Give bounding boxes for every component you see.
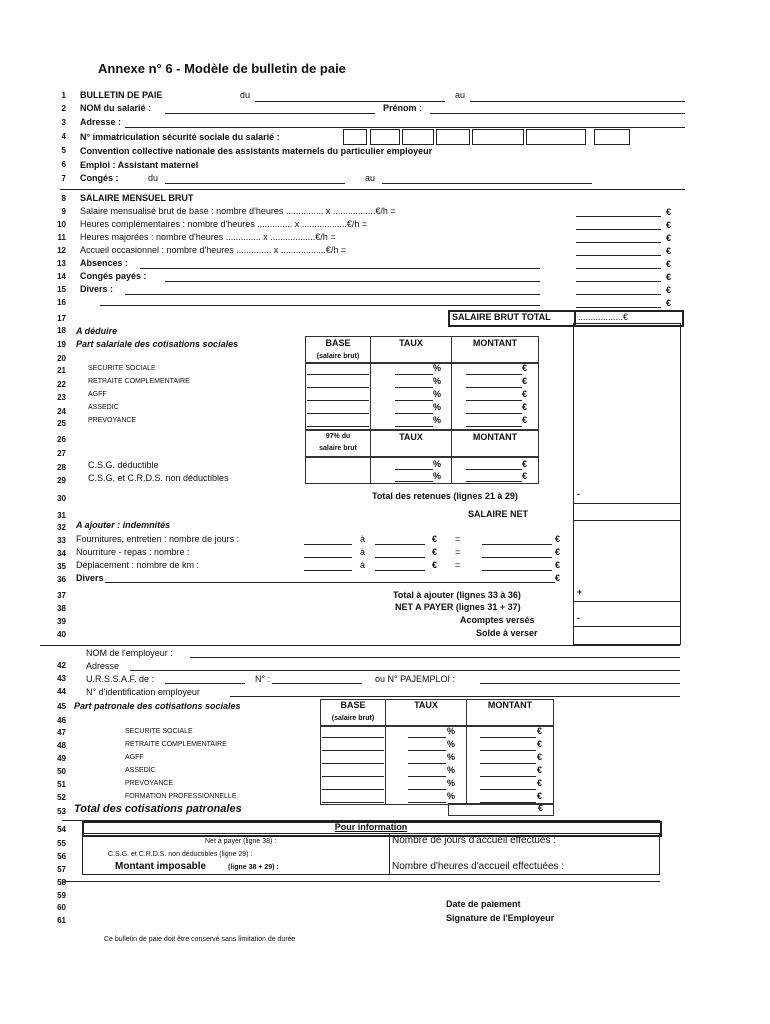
absences-label: Absences :: [80, 258, 129, 268]
plus-sign: +: [577, 587, 583, 597]
line-number: 60: [57, 903, 66, 912]
line-number: 57: [57, 865, 66, 874]
line-number: 45: [57, 702, 66, 711]
info-taxable-label: Montant imposable: [115, 861, 207, 872]
net-pay-label: NET A PAYER (lignes 31 + 37): [395, 602, 521, 612]
line-number: 39: [57, 617, 66, 626]
percent-sign: %: [433, 459, 442, 469]
section-divider: [60, 189, 685, 190]
ss-digit-box[interactable]: [526, 129, 586, 145]
pajemploi-label: ou N° PAJEMPLOI :: [375, 674, 455, 684]
amount-field[interactable]: [480, 776, 536, 777]
euro-sign: €: [522, 471, 528, 481]
qty-field[interactable]: [304, 544, 352, 545]
emp2-base-sub: (salaire brut): [331, 715, 375, 722]
percent-sign: %: [447, 739, 456, 749]
qty-field[interactable]: [304, 570, 352, 571]
occasional-line: Accueil occasionnel : nombre d'heures .............. x ..................€/h =: [80, 245, 347, 255]
leave-from-label: du: [148, 173, 159, 183]
amount-field[interactable]: [576, 255, 661, 256]
line-number: 15: [57, 285, 66, 294]
info-days-label: Nombre de jours d'accueil effectués :: [392, 835, 557, 846]
section-divider-2: [40, 645, 680, 646]
euro-sign: €: [555, 573, 561, 583]
line-number: 50: [57, 767, 66, 776]
line-number: 51: [57, 780, 66, 789]
line-number: 42: [57, 661, 66, 670]
euro-sign: €: [522, 389, 528, 399]
euro-sign: €: [666, 246, 672, 256]
rate-field[interactable]: [395, 481, 433, 482]
euro-sign: €: [537, 765, 543, 775]
net-salary-field[interactable]: [573, 520, 680, 521]
line-number: 1: [61, 91, 66, 100]
amount-field[interactable]: [576, 281, 661, 282]
euro-sign: €: [522, 402, 528, 412]
line-number: 23: [57, 393, 66, 402]
page-title: Annexe n° 6 - Modèle de bulletin de paie: [98, 61, 346, 76]
base-field[interactable]: [307, 400, 369, 401]
add-heading: A ajouter : indemnités: [76, 520, 171, 530]
line-number: 10: [57, 220, 66, 229]
euro-sign: €: [537, 739, 543, 749]
info-heading: Pour information: [334, 822, 408, 832]
rate-field[interactable]: [395, 387, 433, 388]
misc-label: Divers :: [80, 284, 114, 294]
percent-sign: %: [433, 471, 442, 481]
contrib-row-label: PREVOYANCE: [125, 780, 174, 787]
amount-field[interactable]: [466, 426, 522, 427]
leave-to-label: au: [365, 173, 376, 183]
line-number: 35: [57, 562, 66, 571]
advances-label: Acomptes versés: [460, 615, 535, 625]
line-number: 59: [57, 891, 66, 900]
employer-id-field[interactable]: [230, 696, 680, 697]
base-field[interactable]: [322, 802, 384, 803]
line-number: 48: [57, 741, 66, 750]
percent-sign: %: [433, 389, 442, 399]
amount-field[interactable]: [466, 387, 522, 388]
percent-sign: %: [447, 752, 456, 762]
leave-to-field[interactable]: [382, 183, 592, 184]
payment-date-label: Date de paiement: [446, 899, 521, 909]
euro-sign: €: [537, 752, 543, 762]
line-number: 21: [57, 366, 66, 375]
euro-sign: €: [537, 726, 543, 736]
rate-field[interactable]: [395, 413, 433, 414]
base-field[interactable]: [307, 387, 369, 388]
euro-sign: €: [666, 272, 672, 282]
line-number: 24: [57, 407, 66, 416]
right-frame-left: [573, 323, 574, 645]
misc-indemnity-field[interactable]: [105, 582, 555, 583]
euro-sign: €: [555, 534, 561, 544]
amount-field[interactable]: [466, 374, 522, 375]
overtime-line: Heures majorées : nombre d'heures .............. x ..................€/h =: [80, 232, 336, 242]
contrib-row-label: RETRAITE COMPLEMENTAIRE: [88, 378, 190, 385]
section-divider-4: [62, 881, 660, 882]
line-number: 30: [57, 494, 66, 503]
base-field[interactable]: [322, 776, 384, 777]
contrib-row-label: SECURITE SOCIALE: [88, 365, 156, 372]
euro-sign: €: [555, 560, 561, 570]
ss-digit-box[interactable]: [370, 129, 400, 145]
misc-field[interactable]: [125, 294, 540, 295]
amount-col-label: MONTANT: [472, 338, 518, 348]
employer-contrib-heading: Part patronale des cotisations sociales: [74, 701, 241, 711]
amount-field[interactable]: [480, 789, 536, 790]
euro-sign: €: [432, 547, 438, 557]
total-add-field[interactable]: [573, 601, 680, 602]
deduct-heading: A déduire: [76, 326, 118, 336]
at-sign: à: [360, 547, 366, 557]
ss-digit-box[interactable]: [343, 129, 367, 145]
amount-field[interactable]: [466, 400, 522, 401]
euro-sign: €: [432, 560, 438, 570]
base-field[interactable]: [322, 789, 384, 790]
amount-field[interactable]: [576, 268, 661, 269]
equals-sign: =: [455, 534, 461, 544]
rate-field[interactable]: [408, 789, 446, 790]
line-number: 47: [57, 728, 66, 737]
base-col-sub: (salaire brut): [316, 353, 360, 360]
line-number: 13: [57, 259, 66, 268]
rate-field[interactable]: [395, 426, 433, 427]
retention-note: Ce bulletin de paie doit être conservé sans limitation de durée: [104, 936, 296, 943]
line-number: 31: [57, 511, 66, 520]
rate-field[interactable]: [408, 802, 446, 803]
line-number: 38: [57, 604, 66, 613]
line-number: 44: [57, 687, 66, 696]
line-number: 49: [57, 754, 66, 763]
amount-field[interactable]: [466, 481, 522, 482]
first-name-label: Prénom :: [383, 103, 423, 113]
euro-sign: €: [522, 415, 528, 425]
ss-key-box[interactable]: [594, 129, 630, 145]
leave-from-field[interactable]: [165, 183, 345, 184]
paid-leave-label: Congés payés :: [80, 271, 147, 281]
line-number: 29: [57, 476, 66, 485]
base-field[interactable]: [307, 374, 369, 375]
base-field[interactable]: [322, 763, 384, 764]
line-number: 54: [57, 825, 66, 834]
base-field[interactable]: [307, 413, 369, 414]
line-number: 61: [57, 916, 66, 925]
equals-sign: =: [455, 560, 461, 570]
leave-label: Congés :: [80, 173, 119, 183]
gross-total-dots: ..................€: [578, 312, 629, 322]
line-number: 4: [61, 132, 66, 141]
total-deductions-field[interactable]: [573, 503, 680, 504]
rate-field[interactable]: [408, 763, 446, 764]
first-name-field[interactable]: [430, 113, 685, 114]
misc-field-2[interactable]: [100, 305, 540, 306]
base-field[interactable]: [322, 750, 384, 751]
at-sign: à: [360, 534, 366, 544]
urssaf-number-field[interactable]: [272, 683, 362, 684]
line-number: 36: [57, 575, 66, 584]
line-number: 55: [57, 839, 66, 848]
minus-sign: -: [577, 489, 580, 499]
amount-field[interactable]: [576, 294, 661, 295]
contrib-row-label: AGFF: [88, 391, 107, 398]
euro-sign: €: [666, 285, 672, 295]
amount-field[interactable]: [576, 229, 661, 230]
rate-field[interactable]: [395, 400, 433, 401]
rate-field[interactable]: [408, 750, 446, 751]
rate-field[interactable]: [395, 374, 433, 375]
signature-label: Signature de l'Employeur: [446, 913, 555, 923]
pajemploi-field[interactable]: [480, 683, 680, 684]
result-field[interactable]: [482, 570, 552, 571]
address-label: Adresse :: [80, 117, 122, 127]
euro-sign: €: [666, 220, 672, 230]
line-number: 37: [57, 591, 66, 600]
contrib-row-label: FORMATION PROFESSIONNELLE: [125, 793, 237, 800]
base-salary-line: Salaire mensualisé brut de base : nombre d'heures ............... x .................€/h =: [80, 206, 396, 216]
csg-base-body: [305, 456, 371, 484]
urssaf-number-label: N° :: [255, 674, 271, 684]
employer-address-label: Adresse: [86, 661, 120, 671]
info-hours-label: Nombre d'heures d'accueil effectuées :: [392, 861, 565, 872]
period-to-label: au: [455, 90, 466, 100]
base-field[interactable]: [322, 737, 384, 738]
euro-sign: €: [666, 298, 672, 308]
contrib-row-label: ASSEDIC: [88, 404, 119, 411]
line-number: 58: [57, 878, 66, 887]
euro-sign: €: [522, 363, 528, 373]
rate-field[interactable]: [395, 469, 433, 470]
amount-field[interactable]: [466, 469, 522, 470]
percent-sign: %: [433, 376, 442, 386]
line-number: 6: [61, 160, 66, 169]
employer-name-label: NOM de l'employeur :: [86, 648, 173, 658]
line-number: 56: [57, 852, 66, 861]
employer-total-euro: €: [538, 803, 544, 813]
advances-field[interactable]: [573, 626, 680, 627]
euro-sign: €: [522, 459, 528, 469]
contrib-row-label: RETRAITE COMPLEMENTAIRE: [125, 741, 227, 748]
travel-label: Déplacement : nombre de km :: [76, 560, 200, 570]
euro-sign: €: [666, 259, 672, 269]
base-col-body: [305, 362, 371, 430]
euro-sign: €: [666, 233, 672, 243]
extra-hours-line: Heures complémentaires : nombre d'heures .............. x ..................€/h =: [80, 219, 368, 229]
line-number: 9: [61, 207, 66, 216]
line-number: 32: [57, 523, 66, 532]
right-frame-top: [573, 323, 680, 324]
period-from-label: du: [240, 90, 251, 100]
line-number: 40: [57, 630, 66, 639]
amount-field[interactable]: [576, 242, 661, 243]
employee-contrib-heading: Part salariale des cotisations sociales: [76, 339, 239, 349]
period-to-field[interactable]: [470, 101, 685, 102]
csg-deductible-label: C.S.G. déductible: [88, 460, 159, 470]
address-field[interactable]: [125, 127, 685, 128]
base-field[interactable]: [307, 426, 369, 427]
euro-sign: €: [522, 376, 528, 386]
line-number: 8: [61, 194, 66, 203]
emp2-rate-label: TAUX: [414, 700, 438, 710]
line-number: 19: [57, 340, 66, 349]
total-deductions-label: Total des retenues (lignes 21 à 29): [372, 491, 518, 501]
total-add-label: Total à ajouter (lignes 33 à 36): [393, 590, 521, 600]
ss-digit-box[interactable]: [472, 129, 524, 145]
contrib-row-label: PREVOYANCE: [88, 417, 137, 424]
percent-sign: %: [447, 791, 456, 801]
csg-base-sub: salaire brut: [319, 445, 357, 452]
employer-address-field[interactable]: [130, 670, 680, 671]
line-number: 3: [61, 118, 66, 127]
qty-field[interactable]: [304, 557, 352, 558]
line-number: 18: [57, 326, 66, 335]
amount-field[interactable]: [466, 413, 522, 414]
percent-sign: %: [447, 778, 456, 788]
contrib-row-label: ASSEDIC: [125, 767, 156, 774]
balance-label: Solde à verser: [476, 628, 538, 638]
amount-field[interactable]: [480, 763, 536, 764]
employer-id-label: N° d'identification employeur: [86, 687, 200, 697]
info-net-pay-label: Net à payer (ligne 38) :: [205, 838, 277, 845]
convention-text: Convention collective nationale des assistants maternels du particulier employeur: [80, 146, 433, 156]
at-sign: à: [360, 560, 366, 570]
line-number: 28: [57, 463, 66, 472]
period-from-field[interactable]: [255, 101, 445, 102]
unit-price-field[interactable]: [375, 544, 425, 545]
emp2-base-label: BASE: [340, 700, 366, 710]
bulletin-label: BULLETIN DE PAIE: [80, 90, 163, 100]
ss-digit-box[interactable]: [436, 129, 470, 145]
line-number: 20: [57, 354, 66, 363]
employee-name-label: NOM du salarié :: [80, 103, 152, 113]
equals-sign: =: [455, 547, 461, 557]
line-number: 14: [57, 272, 66, 281]
result-field[interactable]: [482, 557, 552, 558]
line-number: 53: [57, 807, 66, 816]
line-number: 27: [57, 449, 66, 458]
absences-field[interactable]: [140, 268, 540, 269]
rate-field[interactable]: [408, 737, 446, 738]
csg-base-label: 97% du: [325, 433, 351, 440]
emp2-amount-label: MONTANT: [487, 700, 533, 710]
line-number: 2: [61, 104, 66, 113]
euro-sign: €: [537, 778, 543, 788]
urssaf-label: U.R.S.S.A.F. de :: [86, 674, 155, 684]
euro-sign: €: [537, 791, 543, 801]
gross-salary-heading: SALAIRE MENSUEL BRUT: [80, 193, 194, 203]
euro-sign: €: [666, 207, 672, 217]
ss-digit-box[interactable]: [402, 129, 434, 145]
line-number: 16: [57, 298, 66, 307]
line-number: 7: [61, 174, 66, 183]
meals-label: Nourriture - repas : nombre :: [76, 547, 190, 557]
unit-price-field[interactable]: [375, 557, 425, 558]
amount-field[interactable]: [576, 216, 661, 217]
amount-field[interactable]: [576, 307, 661, 308]
line-number: 26: [57, 435, 66, 444]
employee-name-field[interactable]: [165, 113, 375, 114]
paid-leave-field[interactable]: [165, 281, 540, 282]
result-field[interactable]: [482, 544, 552, 545]
line-number: 25: [57, 419, 66, 428]
line-number: 52: [57, 793, 66, 802]
unit-price-field[interactable]: [375, 570, 425, 571]
percent-sign: %: [447, 726, 456, 736]
amount-field[interactable]: [480, 737, 536, 738]
percent-sign: %: [433, 415, 442, 425]
euro-sign: €: [555, 547, 561, 557]
line-number: 22: [57, 380, 66, 389]
line-number: 34: [57, 549, 66, 558]
line-number: 33: [57, 536, 66, 545]
percent-sign: %: [433, 363, 442, 373]
percent-sign: %: [433, 402, 442, 412]
csg-non-deductible-label: C.S.G. et C.R.D.S. non déductibles: [88, 473, 229, 483]
line-number: 12: [57, 246, 66, 255]
rate-col-label: TAUX: [399, 338, 423, 348]
employer-total-label: Total des cotisations patronales: [74, 803, 242, 815]
line-number: 5: [61, 146, 66, 155]
csg-amount-label: MONTANT: [472, 432, 518, 442]
supplies-label: Fournitures, entretien : nombre de jours :: [76, 534, 240, 544]
line-number: 46: [57, 716, 66, 725]
misc-indemnity-label: Divers: [76, 573, 104, 583]
net-salary-label: SALAIRE NET: [468, 509, 529, 519]
minus-sign-2: -: [577, 613, 580, 623]
contrib-row-label: SECURITE SOCIALE: [125, 728, 193, 735]
job-text: Emploi : Assistant maternel: [80, 160, 199, 170]
urssaf-field[interactable]: [165, 683, 245, 684]
info-csg-label: C.S.G. et C.R.D.S. non déductibles (ligne 29) :: [108, 851, 253, 858]
employer-name-field[interactable]: [190, 657, 680, 658]
line-number: 17: [57, 314, 66, 323]
gross-total-label: SALAIRE BRUT TOTAL: [452, 312, 551, 322]
ss-number-label: N° immatriculation sécurité sociale du salarié :: [80, 132, 280, 142]
info-taxable-sub: (ligne 38 + 29) :: [228, 864, 279, 871]
line-number: 11: [57, 233, 66, 242]
line-number: 43: [57, 674, 66, 683]
euro-sign: €: [432, 534, 438, 544]
contrib-row-label: AGFF: [125, 754, 144, 761]
rate-field[interactable]: [408, 776, 446, 777]
csg-rate-label: TAUX: [399, 432, 423, 442]
right-frame-right: [680, 323, 681, 645]
percent-sign: %: [447, 765, 456, 775]
amount-field[interactable]: [480, 750, 536, 751]
base-col-label: BASE: [325, 338, 351, 348]
